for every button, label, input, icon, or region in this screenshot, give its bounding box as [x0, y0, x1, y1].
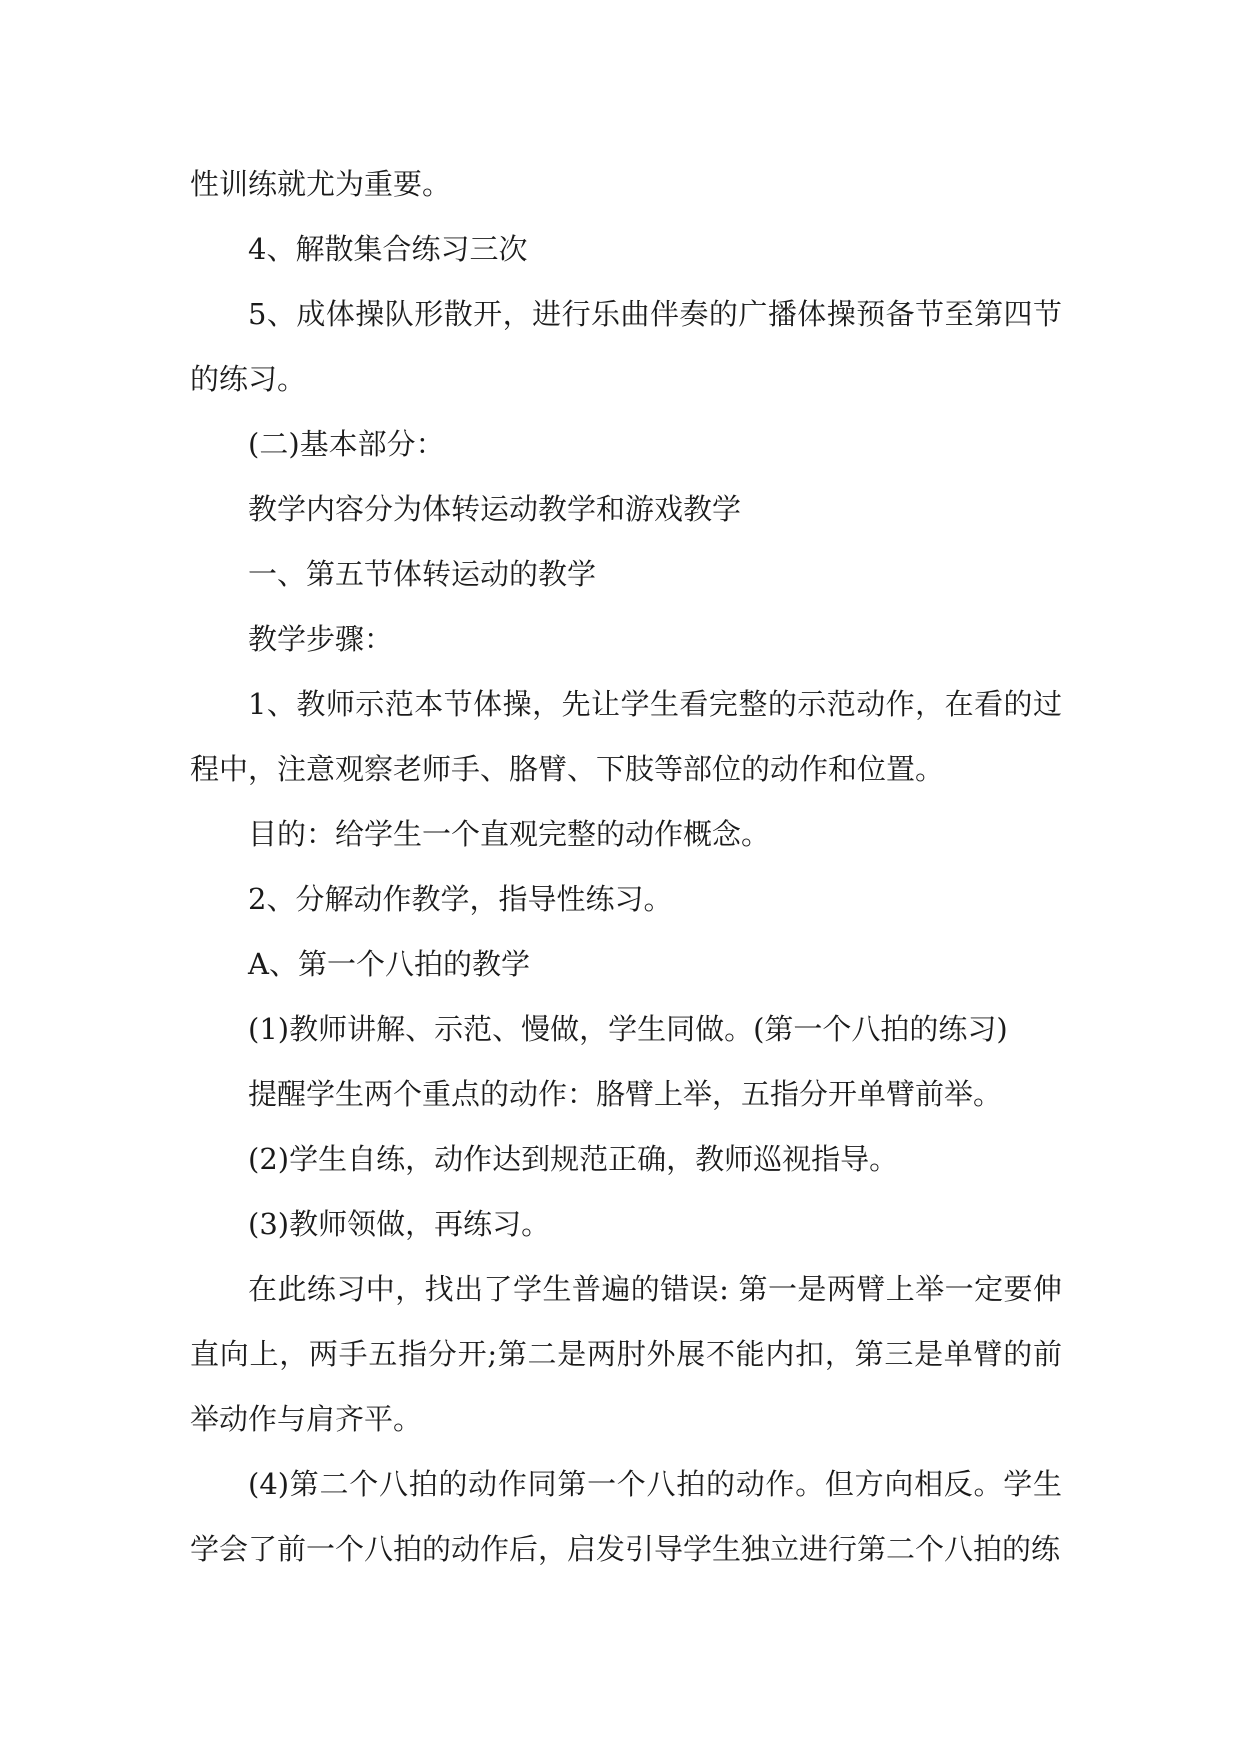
- paragraph: A、第一个八拍的教学: [248, 947, 530, 981]
- paragraph: 教学内容分为体转运动教学和游戏教学: [248, 492, 742, 526]
- paragraph: 5、成体操队形散开，进行乐曲伴奏的广播体操预备节至第四节的练习。: [190, 297, 1062, 396]
- paragraph: 4、解散集合练习三次: [248, 232, 528, 266]
- paragraph: (2)学生自练，动作达到规范正确，教师巡视指导。: [248, 1142, 899, 1176]
- paragraph: (4)第二个八拍的动作同第一个八拍的动作。但方向相反。学生学会了前一个八拍的动作后，启发引导学生独立进行第二个八拍的练: [190, 1467, 1062, 1566]
- paragraph: 在此练习中，找出了学生普遍的错误: 第一是两臂上举一定要伸直向上，两手五指分开;第二是两肘外展不能内扣，第三是单臂的前举动作与肩齐平。: [190, 1272, 1062, 1436]
- paragraph: 性训练就尤为重要。: [190, 167, 452, 201]
- paragraph: (1)教师讲解、示范、慢做，学生同做。(第一个八拍的练习): [248, 1012, 1008, 1046]
- paragraph: 教学步骤：: [248, 622, 394, 656]
- section-heading: 一、第五节体转运动的教学: [248, 557, 597, 591]
- paragraph: (二)基本部分：: [248, 427, 445, 461]
- paragraph: 目的：给学生一个直观完整的动作概念。: [248, 817, 771, 851]
- paragraph: 提醒学生两个重点的动作：胳臂上举，五指分开单臂前举。: [248, 1077, 1003, 1111]
- paragraph: 1、教师示范本节体操，先让学生看完整的示范动作，在看的过程中，注意观察老师手、胳臂、下肢等部位的动作和位置。: [190, 687, 1062, 786]
- document-body: [190, 152, 1062, 1582]
- paragraph: (3)教师领做，再练习。: [248, 1207, 551, 1241]
- paragraph: 2、分解动作教学，指导性练习。: [248, 882, 673, 916]
